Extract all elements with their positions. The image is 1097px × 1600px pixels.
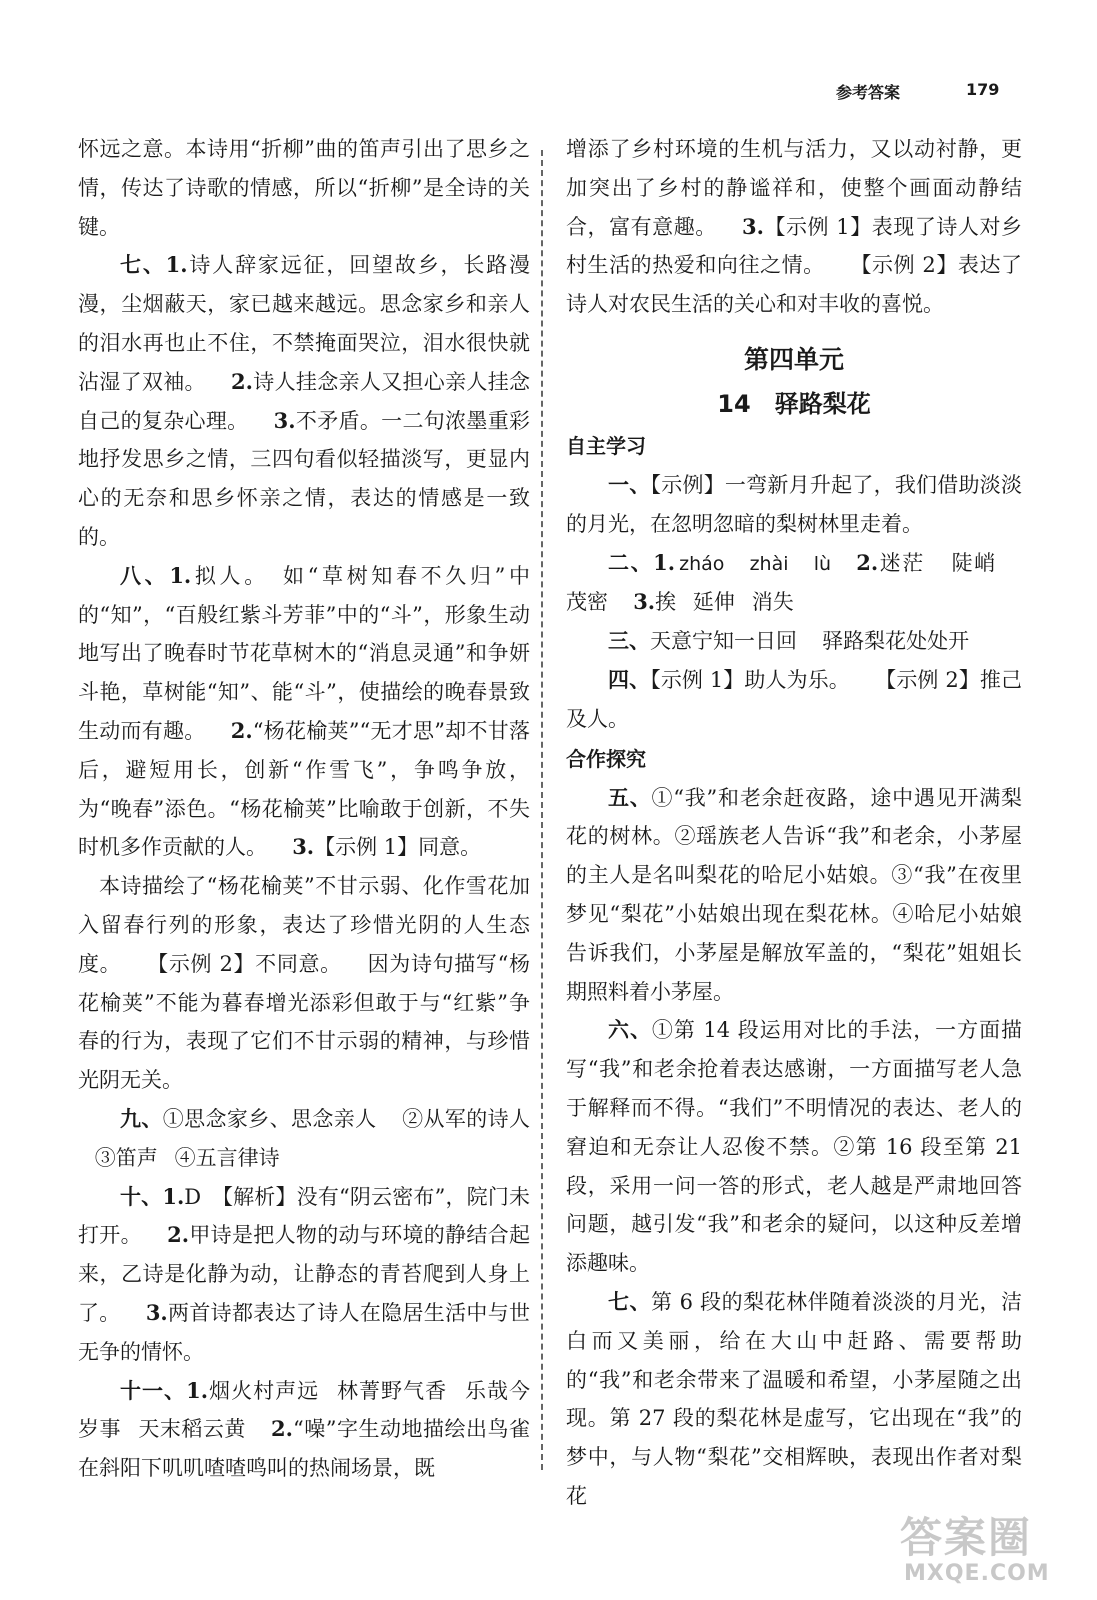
lesson-title <box>566 382 1022 426</box>
lesson-name: 驿路梨花 <box>774 389 871 418</box>
answer-2: 二、1. zháo zhài lù 2.迷茫 陡峭茂密 3.挨 延伸 消失 <box>566 549 997 615</box>
right-column <box>566 130 1022 1516</box>
unit-title: 第四单元 <box>743 344 844 374</box>
subheading-cooperative-inquiry: 合作探究 <box>566 746 646 771</box>
answer-5: 五、①“我”和老余赶夜路，途中遇见开满梨花的树林。②瑶族老人告诉“我”和老余，小茅屋的主人是名叫梨花的哈尼小姑娘。③“我”在夜里梦见“梨花”小姑娘出现在梨花林。④哈尼小姑娘告诉我们，小茅屋是解放军盖的，“梨花”姐姐长期照料着小茅屋。 <box>566 784 1022 1004</box>
answer-9: 九、①思念家乡、思念亲人 ②从军的诗人③笛声 ④五言律诗 <box>94 1105 531 1170</box>
column-divider <box>541 150 543 1470</box>
answer-11: 十一、1.烟火村声远 林菁野气香 乐哉今岁事 天末稻云黄 2.“噪”字生动地描绘出鸟雀在斜阳下叽叽喳喳鸣叫的热闹场景，既 <box>78 1377 530 1481</box>
watermark-logo: 答案圈 MXQE.COM <box>900 1513 1050 1586</box>
page-number: 179 <box>966 80 1000 99</box>
answer-7: 七、1.诗人辞家远征，回望故乡，长路漫漫，尘烟蔽天，家已越来越远。思念家乡和亲人的泪水再也止不住，不禁掩面哭泣，泪水很快就沾湿了双袖。 2.诗人挂念亲人又担心亲人挂念自己的复杂心理。 3.不矛盾。一二句浓墨重彩地抒发思乡之情，三四句看似轻描淡写，更显内心的无奈和思乡怀亲之情，表达的情感是一致的。 <box>78 252 531 549</box>
section-title: 参考答案 <box>836 83 901 102</box>
lesson-number: 14 <box>717 389 751 418</box>
answer-1: 一、【示例】一弯新月升起了，我们借助淡淡的月光，在忽明忽暗的梨树林里走着。 <box>566 471 1023 536</box>
answer-7-right: 七、第 6 段的梨花林伴随着淡淡的月光，洁白而又美丽，给在大山中赶路、需要帮助的“我”和老余带来了温暖和希望，小茅屋随之出现。第 27 段的梨花林是虚写，它出现在“我”的梦中，与人物“梨花”交相辉映，表现出作者对梨花 <box>566 1288 1022 1508</box>
page-header <box>0 80 1097 110</box>
answer-3: 三、天意宁知一日回 驿路梨花处处开 <box>608 628 970 654</box>
answer-6: 六、①第 14 段运用对比的手法，一方面描写“我”和老余抢着表达感谢，一方面描写老人急于解释而不得。“我们”不明情况的表达、老人的窘迫和无奈让人忍俊不禁。②第 16 段至第 21 段，采用一问一答的形式，老人越是严肃地回答问题，越引发“我”和老余的疑问，以这种反差增添趣味。 <box>566 1017 1023 1276</box>
answer-8-cont: 本诗描绘了“杨花榆荚”不甘示弱、化作雪花加入留春行列的形象，表达了珍惜光阴的人生态度。 【示例 2】不同意。 因为诗句描写“杨花榆荚”不能为暮春增光添彩但敢于与“红紫”争春的行为，表现了它们不甘示弱的精神，与珍惜光阴无关。 <box>78 874 530 1093</box>
paragraph: 增添了乡村环境的生机与活力，又以动衬静，更加突出了乡村的静谧祥和，使整个画面动静结合，富有意趣。 3.【示例 1】表现了诗人对乡村生活的热爱和向往之情。 【示例 2】表达了诗人对农民生活的关心和对丰收的喜悦。 <box>566 137 1022 317</box>
answer-4: 四、【示例 1】助人为乐。 【示例 2】推己及人。 <box>566 666 1022 731</box>
answer-8: 八、1.拟人。 如“草树知春不久归”中的“知”，“百般红紫斗芳菲”中的“斗”，形象生动地写出了晚春时节花草树木的“消息灵通”和争妍斗艳，草树能“知”、能“斗”，使描绘的晚春景致生动而有趣。 2.“杨花榆荚”“无才思”却不甘落后，避短用长，创新“作雪飞”，争鸣争放，为“晚春”添色。“杨花榆荚”比喻敢于创新，不失时机多作贡献的人。 3.【示例 1】同意。 <box>78 562 530 860</box>
left-column <box>78 130 530 1488</box>
answer-10: 十、1.D 【解析】没有“阴云密布”，院门未打开。 2.甲诗是把人物的动与环境的静结合起来，乙诗是化静为动，让静态的青苔爬到人身上了。 3.两首诗都表达了诗人在隐居生活中与世无争的情怀。 <box>78 1183 531 1364</box>
paragraph: 怀远之意。本诗用“折柳”曲的笛声引出了思乡之情，传达了诗歌的情感，所以“折柳”是全诗的关键。 <box>78 137 530 239</box>
subheading-self-study: 自主学习 <box>566 433 646 458</box>
